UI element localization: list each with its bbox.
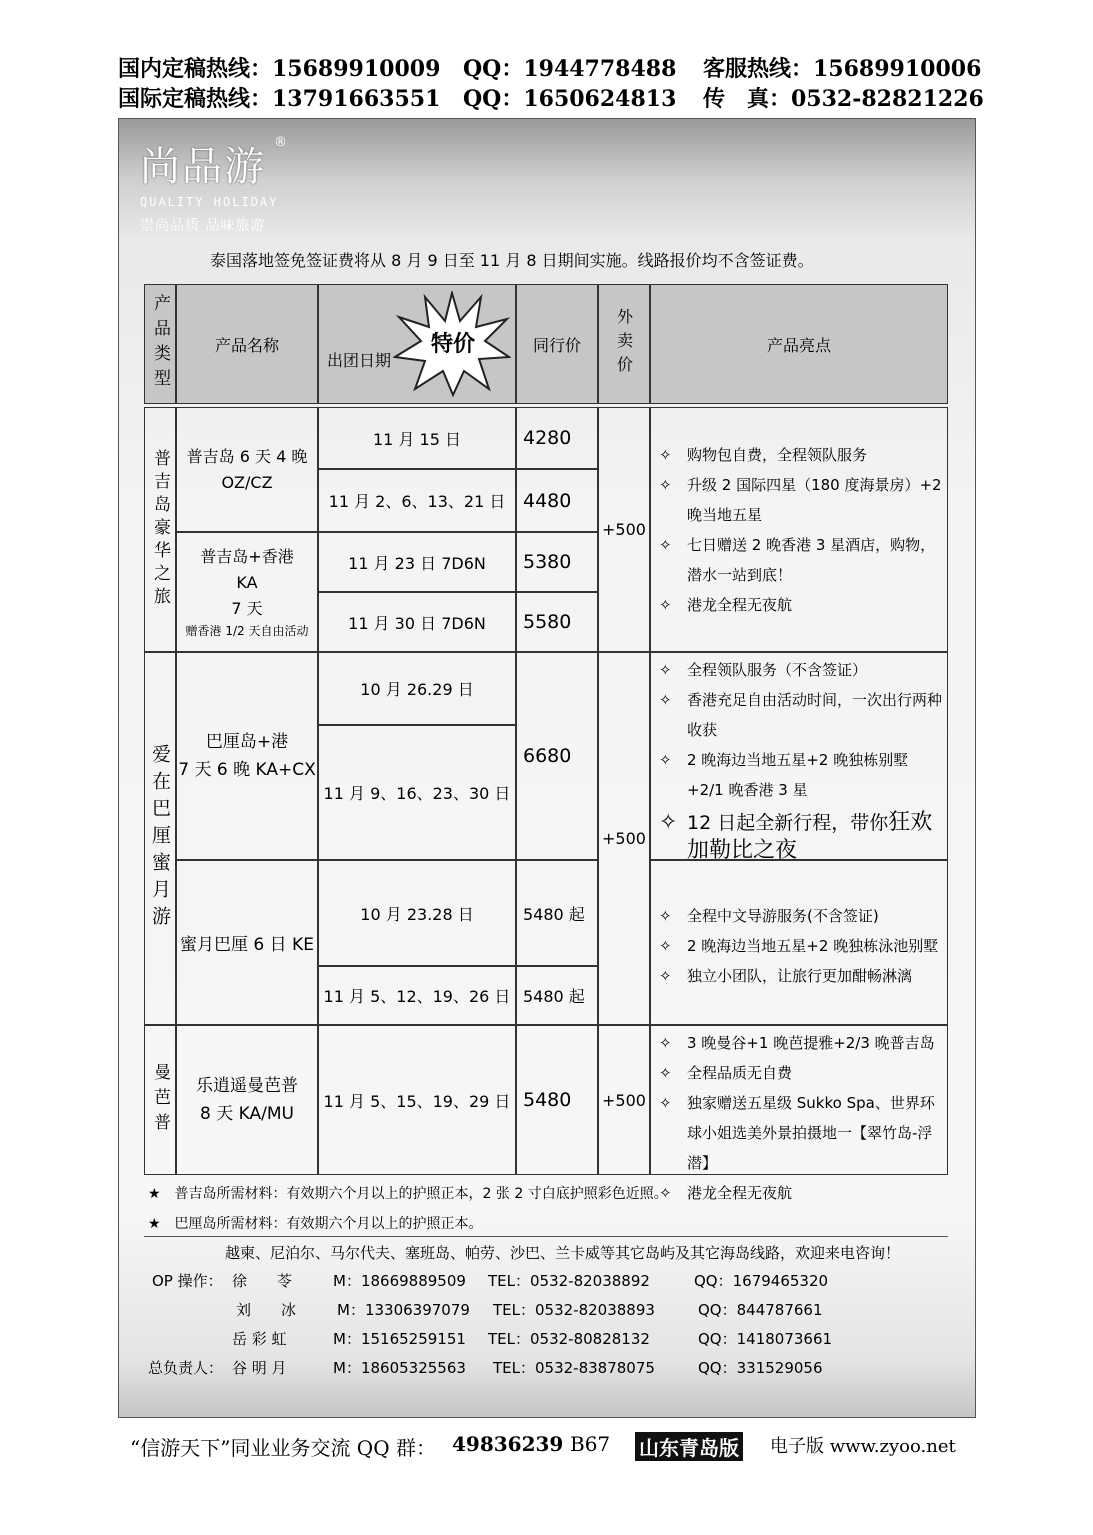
col-type-label: 产品类型 — [150, 294, 170, 394]
features-bali-hk — [650, 652, 948, 863]
price-text: 5480 起 — [523, 987, 585, 1006]
section-type-bali — [144, 652, 176, 1025]
contact-mobile: M：15165259151 — [333, 1330, 466, 1348]
date-cell — [318, 725, 516, 860]
date-text: 10 月 26.29 日 — [360, 680, 474, 699]
retail-cell — [598, 652, 650, 1025]
date-text: 11 月 15 日 — [373, 429, 461, 449]
price-text: 5580 — [523, 611, 572, 633]
retail-text: +500 — [602, 520, 646, 539]
retail-cell — [598, 407, 650, 652]
feature-item: ✧ 升级 2 国际四星（180 度海景房）+2 晚当地五星 — [657, 470, 943, 530]
col-highlights-label: 产品亮点 — [766, 335, 831, 355]
domestic-hotline: 国内定稿热线：15689910009 — [118, 56, 441, 82]
retail-text: +500 — [602, 829, 646, 848]
feature-item: ✧ 购物包自费，全程领队服务 — [657, 440, 943, 470]
retail-cell — [598, 1025, 650, 1175]
price-cell — [516, 407, 598, 469]
product-airline: OZ/CZ — [221, 472, 273, 492]
feature-item: ✧ 独家赠送五星级 Sukko Spa、世界环球小姐选美外景拍摄地一【翠竹岛-浮潜】 — [657, 1088, 943, 1178]
product-phuket-hk — [176, 532, 318, 652]
price-text: 5380 — [523, 551, 572, 573]
price-text: 4480 — [523, 489, 572, 512]
contact-qq: QQ：331529056 — [698, 1359, 823, 1377]
contact-mobile: M：18669889509 — [333, 1272, 466, 1290]
section-type-phuket — [144, 407, 176, 652]
product-name: 蜜月巴厘 6 日 KE — [180, 935, 314, 955]
footer-group: “信游天下”同业业务交流 QQ 群： — [130, 1436, 436, 1460]
contact-tel: TEL：0532-80828132 — [488, 1330, 650, 1348]
contact-tel: TEL：0532-82038893 — [493, 1301, 655, 1319]
col-retail-header — [598, 284, 650, 404]
feature-item: ✧ 3 晚曼谷+1 晚芭提雅+2/3 晚普吉岛 — [657, 1028, 943, 1058]
contact-name: 刘 冰 — [236, 1301, 297, 1319]
fax: 传 真：0532-82821226 — [703, 86, 984, 112]
price-text: 4280 — [523, 427, 572, 449]
date-text: 11 月 30 日 7D6N — [348, 613, 486, 633]
date-text: 11 月 5、12、19、26 日 — [323, 987, 511, 1006]
feature-item: ✧ 全程领队服务（不含签证） — [657, 655, 943, 685]
contact-tel: TEL：0532-83878075 — [493, 1359, 655, 1377]
feature-item: ✧ 全程中文导游服务(不含签证) — [657, 901, 943, 931]
features-bangkok — [650, 1025, 948, 1202]
contact-qq: QQ：844787661 — [698, 1301, 823, 1319]
section-type-label: 爱在巴厘蜜月游 — [149, 744, 171, 933]
intl-hotline: 国际定稿热线：13791663551 — [118, 86, 441, 112]
col-retail-label: 外卖价 — [614, 308, 634, 380]
service-hotline: 客服热线：15689910006 — [703, 56, 982, 82]
feature-item: ✧ 2 晚海边当地五星+2 晚独栋别墅+2/1 晚香港 3 星 — [657, 745, 943, 805]
contact-row — [152, 1270, 223, 1291]
price-cell — [516, 532, 598, 592]
logo-reg-mark: ® — [274, 135, 287, 150]
col-date-label: 出团日期 — [327, 350, 392, 370]
product-name: 巴厘岛+港 — [205, 732, 289, 752]
brand-logo — [140, 135, 294, 241]
date-cell — [318, 966, 516, 1025]
col-type-header — [144, 284, 176, 404]
product-airline: KA — [236, 573, 258, 592]
date-cell — [318, 652, 516, 725]
contact-role: OP 操作： — [152, 1272, 223, 1290]
footer-group-num: 49836239 — [452, 1432, 564, 1456]
date-cell — [318, 1025, 516, 1175]
date-cell — [318, 860, 516, 966]
features-bali-honeymoon — [650, 860, 948, 1025]
feature-item: ✧ 独立小团队，让旅行更加酣畅淋漓 — [657, 961, 943, 991]
feature-item: ✧ 七日赠送 2 晚香港 3 星酒店，购物，潜水一站到底！ — [657, 530, 943, 590]
price-cell — [516, 592, 598, 652]
price-text: 6680 — [523, 745, 572, 767]
contact-mobile: M：13306397079 — [337, 1301, 470, 1319]
date-cell — [318, 407, 516, 469]
other-routes: 越柬、尼泊尔、马尔代夫、塞班岛、帕劳、沙巴、兰卡威等其它岛屿及其它海岛线路，欢迎来电咨询！ — [225, 1244, 901, 1262]
date-text: 11 月 23 日 7D6N — [348, 553, 486, 573]
footer-page: B67 — [570, 1432, 611, 1456]
product-duration: 8 天 KA/MU — [200, 1104, 294, 1124]
feature-item: ✧ 全程品质无自费 — [657, 1058, 943, 1088]
contact-mobile: M：18605325563 — [333, 1359, 466, 1377]
date-cell — [318, 532, 516, 592]
col-name-header — [176, 284, 318, 404]
contact-role: 总负责人： — [148, 1359, 224, 1377]
feature-highlight-text: 狂欢加勒比之夜 — [687, 810, 933, 863]
price-cell — [516, 652, 598, 860]
price-cell — [516, 1025, 598, 1175]
product-bali-hk — [176, 652, 318, 860]
date-cell — [318, 469, 516, 532]
feature-plain-text: 12 日起全新行程，带你 — [687, 812, 889, 834]
price-text: 5480 起 — [523, 904, 585, 924]
footer-site: 电子版 www.zyoo.net — [770, 1436, 956, 1457]
date-text: 11 月 9、16、23、30 日 — [323, 784, 511, 803]
contact-qq: QQ：1418073661 — [698, 1330, 833, 1348]
col-date-header — [318, 284, 516, 404]
section-type-label: 曼芭普 — [150, 1062, 170, 1138]
product-name: 普吉岛+香港 — [200, 547, 294, 566]
feature-item: ✧ 香港充足自由活动时间，一次出行两种收获 — [657, 685, 943, 745]
retail-text: +500 — [602, 1090, 646, 1110]
date-cell — [318, 592, 516, 652]
visa-notice: 泰国落地签免签证费将从 8 月 9 日至 11 月 8 日期间实施。线路报价均不含签证费。 — [210, 251, 814, 270]
features-phuket — [650, 407, 948, 652]
section-type-bangkok — [144, 1025, 176, 1175]
product-phuket-6d — [176, 407, 318, 532]
price-text: 5480 — [523, 1089, 572, 1111]
note-phuket: ★ 普吉岛所需材料：有效期六个月以上的护照正本，2 张 2 寸白底护照彩色近照。 — [148, 1186, 668, 1202]
contact-name: 岳 彩 虹 — [232, 1330, 287, 1348]
product-bangkok — [176, 1025, 318, 1175]
divider — [144, 1236, 948, 1237]
product-bali-honeymoon — [176, 860, 318, 1025]
contact-name: 谷 明 月 — [232, 1359, 287, 1377]
logo-name: 尚品游 — [140, 144, 266, 190]
date-text: 11 月 2、6、13、21 日 — [328, 492, 506, 511]
intl-qq: QQ：1650624813 — [463, 86, 677, 112]
contact-qq: QQ：1679465320 — [694, 1272, 829, 1290]
product-name: 普吉岛 6 天 4 晚 — [186, 446, 308, 466]
feature-item: ✧ 港龙全程无夜航 — [657, 1178, 943, 1208]
col-price-label: 同行价 — [532, 335, 581, 355]
col-highlights-header — [650, 284, 948, 404]
logo-english: QUALITY HOLIDAY — [140, 195, 279, 209]
section-type-label: 普吉岛豪华之旅 — [150, 449, 170, 610]
special-price-label: 特价 — [431, 332, 476, 357]
footer-edition: 山东青岛版 — [635, 1432, 743, 1461]
date-text: 11 月 5、15、19、29 日 — [323, 1091, 511, 1111]
logo-slogan: 崇尚品质 品味旅游 — [140, 218, 266, 234]
product-duration: 7 天 6 晚 KA+CX — [178, 760, 316, 780]
feature-item: ✧ 2 晚海边当地五星+2 晚独栋泳池别墅 — [657, 931, 943, 961]
price-cell — [516, 469, 598, 532]
product-name: 乐逍遥曼芭普 — [196, 1076, 298, 1096]
product-duration: 7 天 — [231, 599, 263, 618]
col-price-header — [516, 284, 598, 404]
contact-name: 徐 苓 — [232, 1272, 293, 1290]
price-cell — [516, 966, 598, 1025]
price-cell — [516, 860, 598, 966]
date-text: 10 月 23.28 日 — [360, 904, 474, 924]
contact-tel: TEL：0532-82038892 — [488, 1272, 650, 1290]
domestic-qq: QQ：1944778488 — [463, 56, 677, 82]
col-name-label: 产品名称 — [214, 335, 279, 355]
note-bali: ★ 巴厘岛所需材料：有效期六个月以上的护照正本。 — [148, 1216, 483, 1232]
product-bonus: 赠香港 1/2 天自由活动 — [185, 624, 309, 638]
feature-item — [657, 809, 943, 865]
feature-item: ✧ 港龙全程无夜航 — [657, 590, 943, 620]
